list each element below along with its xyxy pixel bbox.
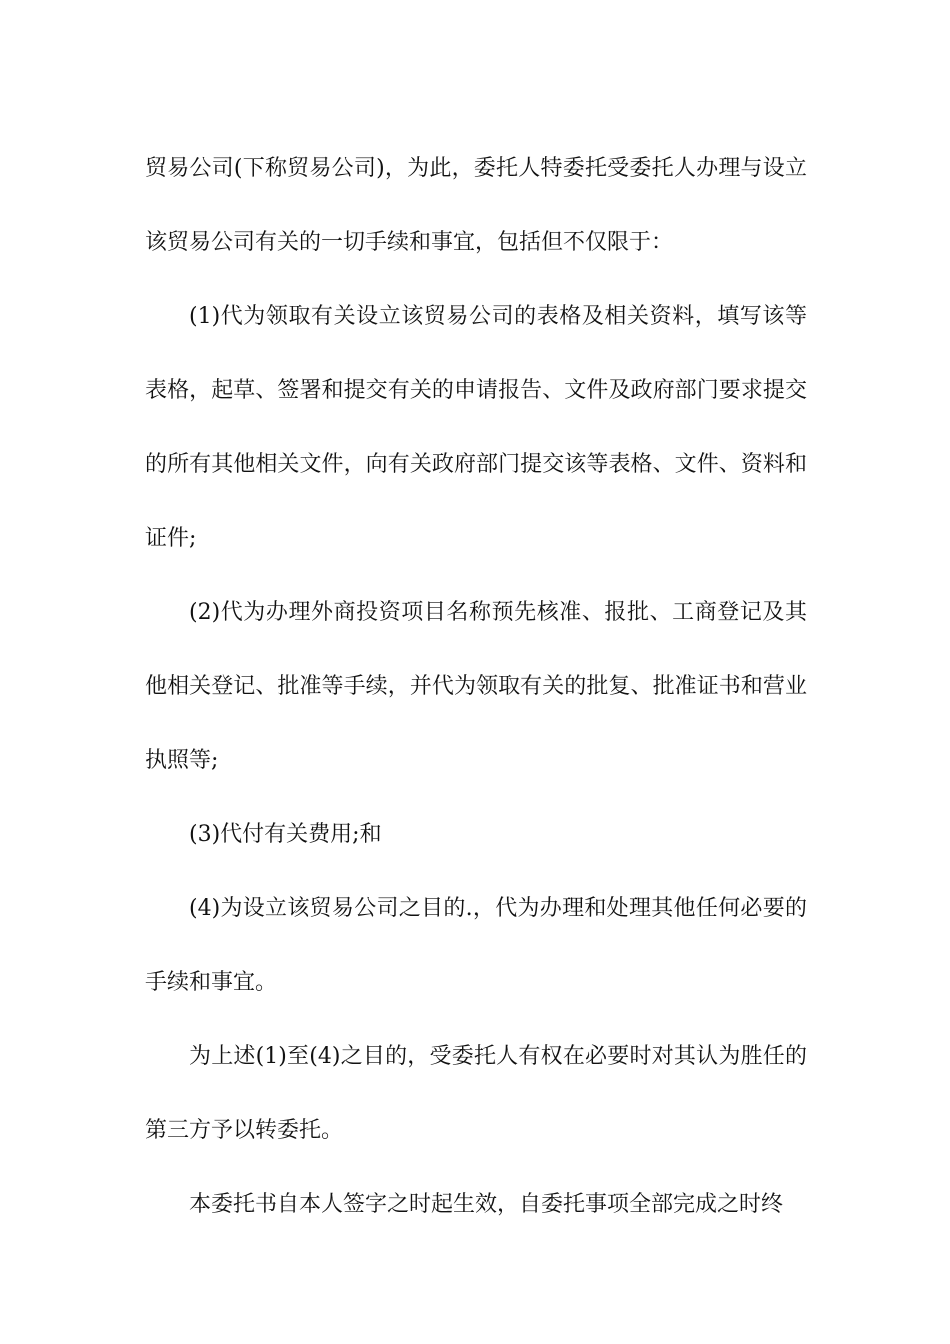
document-body	[145, 132, 807, 1242]
paragraph-continuation: 贸易公司(下称贸易公司)，为此，委托人特委托受委托人办理与设立该贸易公司有关的一切手续和事宜，包括但不仅限于：	[145, 156, 807, 255]
paragraph-item-3: (3)代付有关费用;和	[189, 822, 382, 847]
paragraph-item-1: (1)代为领取有关设立该贸易公司的表格及相关资料，填写该等表格，起草、签署和提交有关的申请报告、文件及政府部门要求提交的所有其他相关文件，向有关政府部门提交该等表格、文件、资料和证件;	[145, 304, 807, 551]
paragraph-subdelegation: 为上述(1)至(4)之目的，受委托人有权在必要时对其认为胜任的第三方予以转委托。	[145, 1044, 807, 1143]
paragraph-item-2: (2)代为办理外商投资项目名称预先核准、报批、工商登记及其他相关登记、批准等手续，并代为领取有关的批复、批准证书和营业执照等;	[145, 600, 807, 773]
paragraph-item-4: (4)为设立该贸易公司之目的.，代为办理和处理其他任何必要的手续和事宜。	[145, 896, 807, 995]
paragraph-effectiveness: 本委托书自本人签字之时起生效，自委托事项全部完成之时终	[189, 1192, 784, 1217]
